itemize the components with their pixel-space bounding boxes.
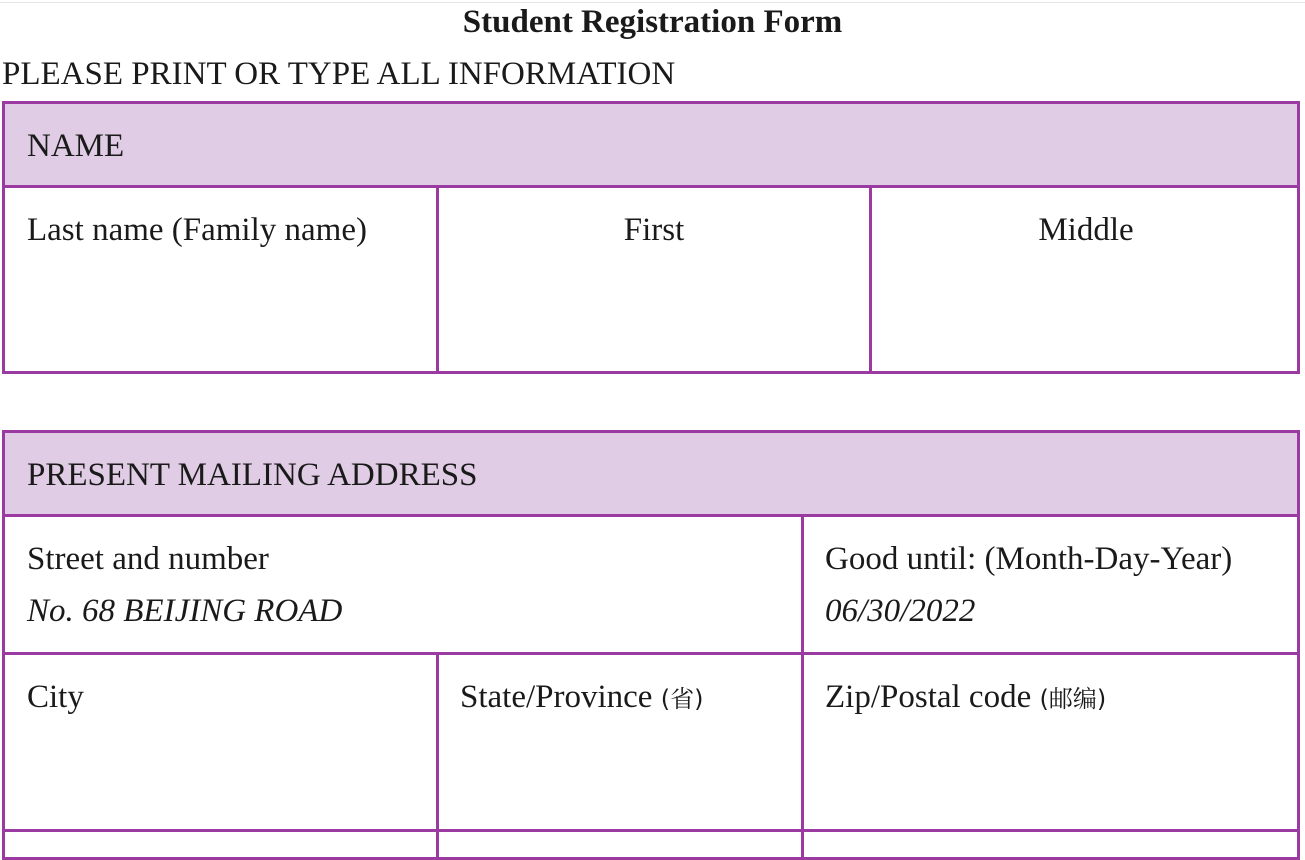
good-until-field[interactable] — [804, 517, 1297, 652]
last-name-label: Last name (Family name) — [27, 212, 367, 248]
name-section-header — [5, 104, 1297, 188]
zip-note: (邮编) — [1039, 685, 1107, 713]
address-section-header — [5, 433, 1297, 517]
street-value: No. 68 BEIJING ROAD — [27, 593, 343, 629]
zip-field[interactable] — [804, 655, 1297, 829]
street-field[interactable] — [5, 517, 801, 652]
middle-name-label: Middle — [1038, 212, 1134, 248]
state-label-group — [460, 677, 703, 719]
good-until-label: Good until: (Month-Day-Year) — [825, 541, 1233, 577]
form-title: Student Registration Form — [462, 4, 843, 40]
state-label: State/Province — [460, 679, 653, 715]
last-name-field[interactable] — [5, 188, 436, 374]
form-instruction: PLEASE PRINT OR TYPE ALL INFORMATION — [2, 56, 676, 92]
city-label: City — [27, 679, 84, 715]
good-until-value: 06/30/2022 — [825, 593, 976, 629]
zip-label-group — [825, 677, 1106, 719]
city-field[interactable] — [5, 655, 436, 829]
name-section-heading: NAME — [27, 128, 125, 164]
street-label: Street and number — [27, 541, 269, 577]
state-note: (省) — [660, 685, 704, 713]
address-section-heading: PRESENT MAILING ADDRESS — [27, 457, 478, 493]
row-divider — [5, 829, 1297, 832]
first-name-label: First — [623, 212, 685, 248]
middle-name-field[interactable] — [872, 188, 1300, 374]
first-name-field[interactable] — [439, 188, 869, 374]
state-field[interactable] — [439, 655, 801, 829]
zip-label: Zip/Postal code — [825, 679, 1032, 715]
name-section — [2, 101, 1300, 374]
address-section — [2, 430, 1300, 860]
